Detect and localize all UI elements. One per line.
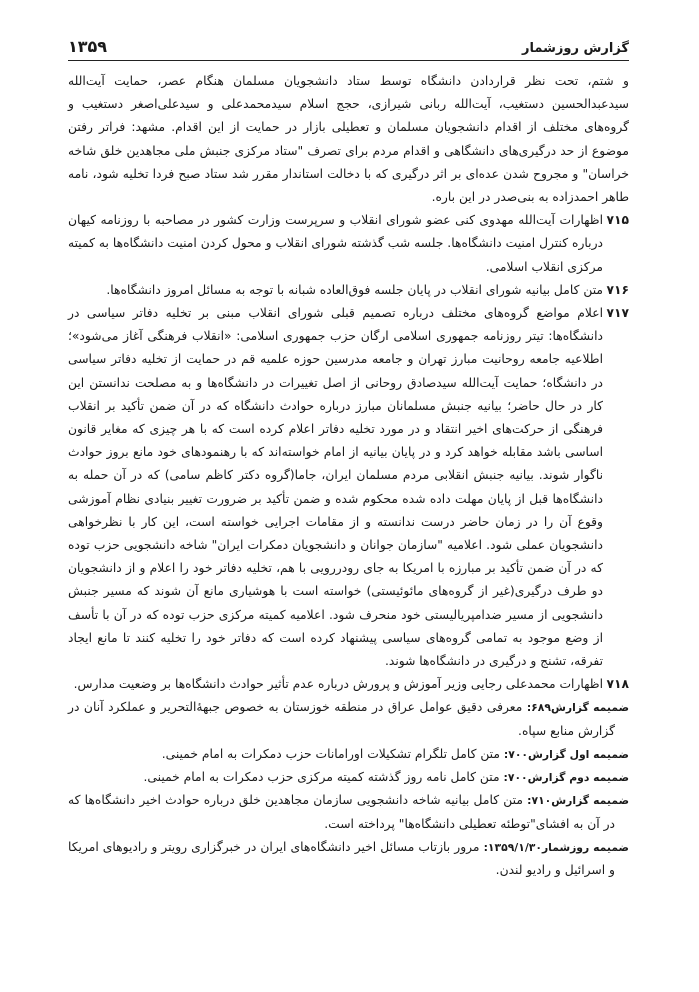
appendix-700-first xyxy=(68,743,629,766)
continued-paragraph: و شتم، تحت نظر قراردادن دانشگاه توسط ستاد دانشجویان مسلمان هنگام عصر، حمایت آیت‌الله سیدعبدالحسین دستغیب، آیت‌الله ربانی شیرازی، حجج اسلام سیدمحمدعلی و سیدعلی‌اصغر دستغیب و گروه‌های مختلف از اقدام دانشجویان مسلمان و تعطیلی بازار در حمایت از این اقدام. مشهد: فراتر رفتن موضوع از حد درگیری‌های دانشگاهی و اقدام مردم برای تصرف "ستاد مرکزی جنبش ملی مجاهدین خلق شاخه خراسان" و مجروح شدن عده‌ای بر اثر درگیری که با دخالت استاندار مقرر شد ستاد صبح فردا تخلیه شود، نامه طاهر احمدزاده به بنی‌صدر در این باره. xyxy=(68,74,629,205)
entry-number: ۷۱۸ xyxy=(606,677,629,692)
appendix-text: متن کامل نامه روز گذشته کمیته مرکزی حزب دمکرات به امام خمینی. xyxy=(143,770,500,785)
appendix-689 xyxy=(68,696,629,742)
entry-number: ۷۱۵ xyxy=(606,213,629,228)
entry-716 xyxy=(68,279,629,302)
document-body xyxy=(68,70,629,882)
appendix-label: ضمیمه اول گزارش۷۰۰: xyxy=(503,747,629,761)
appendix-chronicle xyxy=(68,836,629,882)
appendix-text: مرور بازتاب مسائل اخیر دانشگاه‌های ایران در خبرگزاری رویتر و رادیوهای امریکا و اسرائیل و رادیو لندن. xyxy=(68,839,615,877)
header-rule xyxy=(68,60,629,61)
running-header xyxy=(68,34,629,56)
appendix-text: متن کامل بیانیه شاخه دانشجویی سازمان مجاهدین خلق درباره حوادث اخیر دانشگاه‌ها که در آن به افشای"توطئه تعطیلی دانشگاه‌ها" پرداخته است. xyxy=(68,793,615,831)
appendix-700-second xyxy=(68,766,629,789)
entry-text: متن کامل بیانیه شورای انقلاب در پایان جلسه فوق‌العاده شبانه با توجه به مسائل امروز دانشگاه‌ها. xyxy=(106,282,603,297)
appendix-label: ضمیمه روزشمار۱۳۵۹/۱/۳۰: xyxy=(483,840,629,854)
running-title: گزارش روزشمار xyxy=(522,41,629,56)
entry-text: اعلام مواضع گروه‌های مختلف درباره تصمیم قبلی شورای انقلاب مبنی بر تخلیه دفاتر سیاسی در دانشگاه‌ها: تیتر روزنامه جمهوری اسلامی ارگان حزب جمهوری اسلامی: «انقلاب فرهنگی آغاز می‌شود»؛ اطلاعیه جامعه روحانیت مبارز تهران و جامعه مدرسین حوزه علمیه قم در حمایت از تخلیه دفاتر سیاسی در دانشگاه؛ حمایت آیت‌الله سیدصادق روحانی از اصل تغییرات در دانشگاه‌ها و به مصلحت ندانستن این کار در حال حاضر؛ بیانیه جنبش مسلمانان مبارز درباره حوادث دانشگاه که در آن ضمن تأکید بر انقلاب فرهنگی از حرکت‌های اخیر انتقاد و در مورد تخلیه دفاتر اعلام کرده است که با هر چیزی که مغایر قانون اساسی باشد مقابله خواهد کرد و در پایان بیانیه از امام خواسته‌اند که با رهنمودهای خود مانع بروز حوادث ناگوار شوند. بیانیه جنبش انقلابی مردم مسلمان ایران، جاما(گروه دکتر کاظم سامی) که در آن حمله به دانشگاه‌ها قبل از پایان مهلت داده شده محکوم شده و ضمن تأکید بر ضرورت تغییر بنیادی نظام آموزشی وقوع آن را در زمان حاضر درست ندانسته و از مقامات اجرایی خواسته است، این کار با نظرخواهی دانشجویان عملی شود. اعلامیه "سازمان جوانان و دانشجویان دمکرات ایران" شاخه دانشجویی حزب توده که در آن ضمن تأکید بر مبارزه با امریکا به جای رودررویی با هم، تخلیه دفاتر خود را اعلام و از دانشجویان دو طرف درگیری(غیر از گروه‌های مائوئیستی) خواسته است با هوشیاری مانع آن شوند که مسیر جنبش دانشجویی از مسیر ضدامپریالیستی خود منحرف شود. اعلامیه کمیته مرکزی حزب توده که در آن با تأسف از وضع موجود به تمامی گروه‌های سیاسی پیشنهاد کرده است که دفاتر خود را تخلیه کنند تا مانع ایجاد تفرقه، تشنج و درگیری در دانشگاه‌ها شوند. xyxy=(68,306,603,669)
entry-718 xyxy=(68,673,629,696)
appendix-710 xyxy=(68,789,629,835)
appendix-label: ضمیمه دوم گزارش۷۰۰: xyxy=(503,771,629,785)
entry-number: ۷۱۶ xyxy=(606,282,629,297)
appendix-text: متن کامل تلگرام تشکیلات اورامانات حزب دمکرات به امام خمینی. xyxy=(161,746,500,761)
appendix-label: ضمیمه گزارش۷۱۰: xyxy=(527,794,630,808)
entry-text: اظهارات آیت‌الله مهدوی کنی عضو شورای انقلاب و سرپرست وزارت کشور در مصاحبه با روزنامه کیهان درباره کنترل امنیت دانشگاه‌ها. جلسه شب گذشته شورای انقلاب و محول کردن امنیت دانشگاه‌ها به کمیته مرکزی انقلاب اسلامی. xyxy=(68,213,603,274)
entry-715 xyxy=(68,209,629,279)
entry-number: ۷۱۷ xyxy=(606,306,629,321)
entry-717 xyxy=(68,302,629,673)
page-number: ۱۳۵۹ xyxy=(68,37,108,56)
entry-text: اظهارات محمدعلی رجایی وزیر آموزش و پرورش درباره عدم تأثیر حوادث دانشگاه‌ها بر وضعیت مدارس. xyxy=(73,677,603,692)
appendix-text: معرفی دقیق عوامل عراق در منطقه خوزستان به خصوص جبههٔ‌التحریر و عملکرد آنان در گزارش منابع سپاه. xyxy=(68,700,615,738)
appendix-label: ضمیمه گزارش۶۸۹: xyxy=(526,701,629,715)
